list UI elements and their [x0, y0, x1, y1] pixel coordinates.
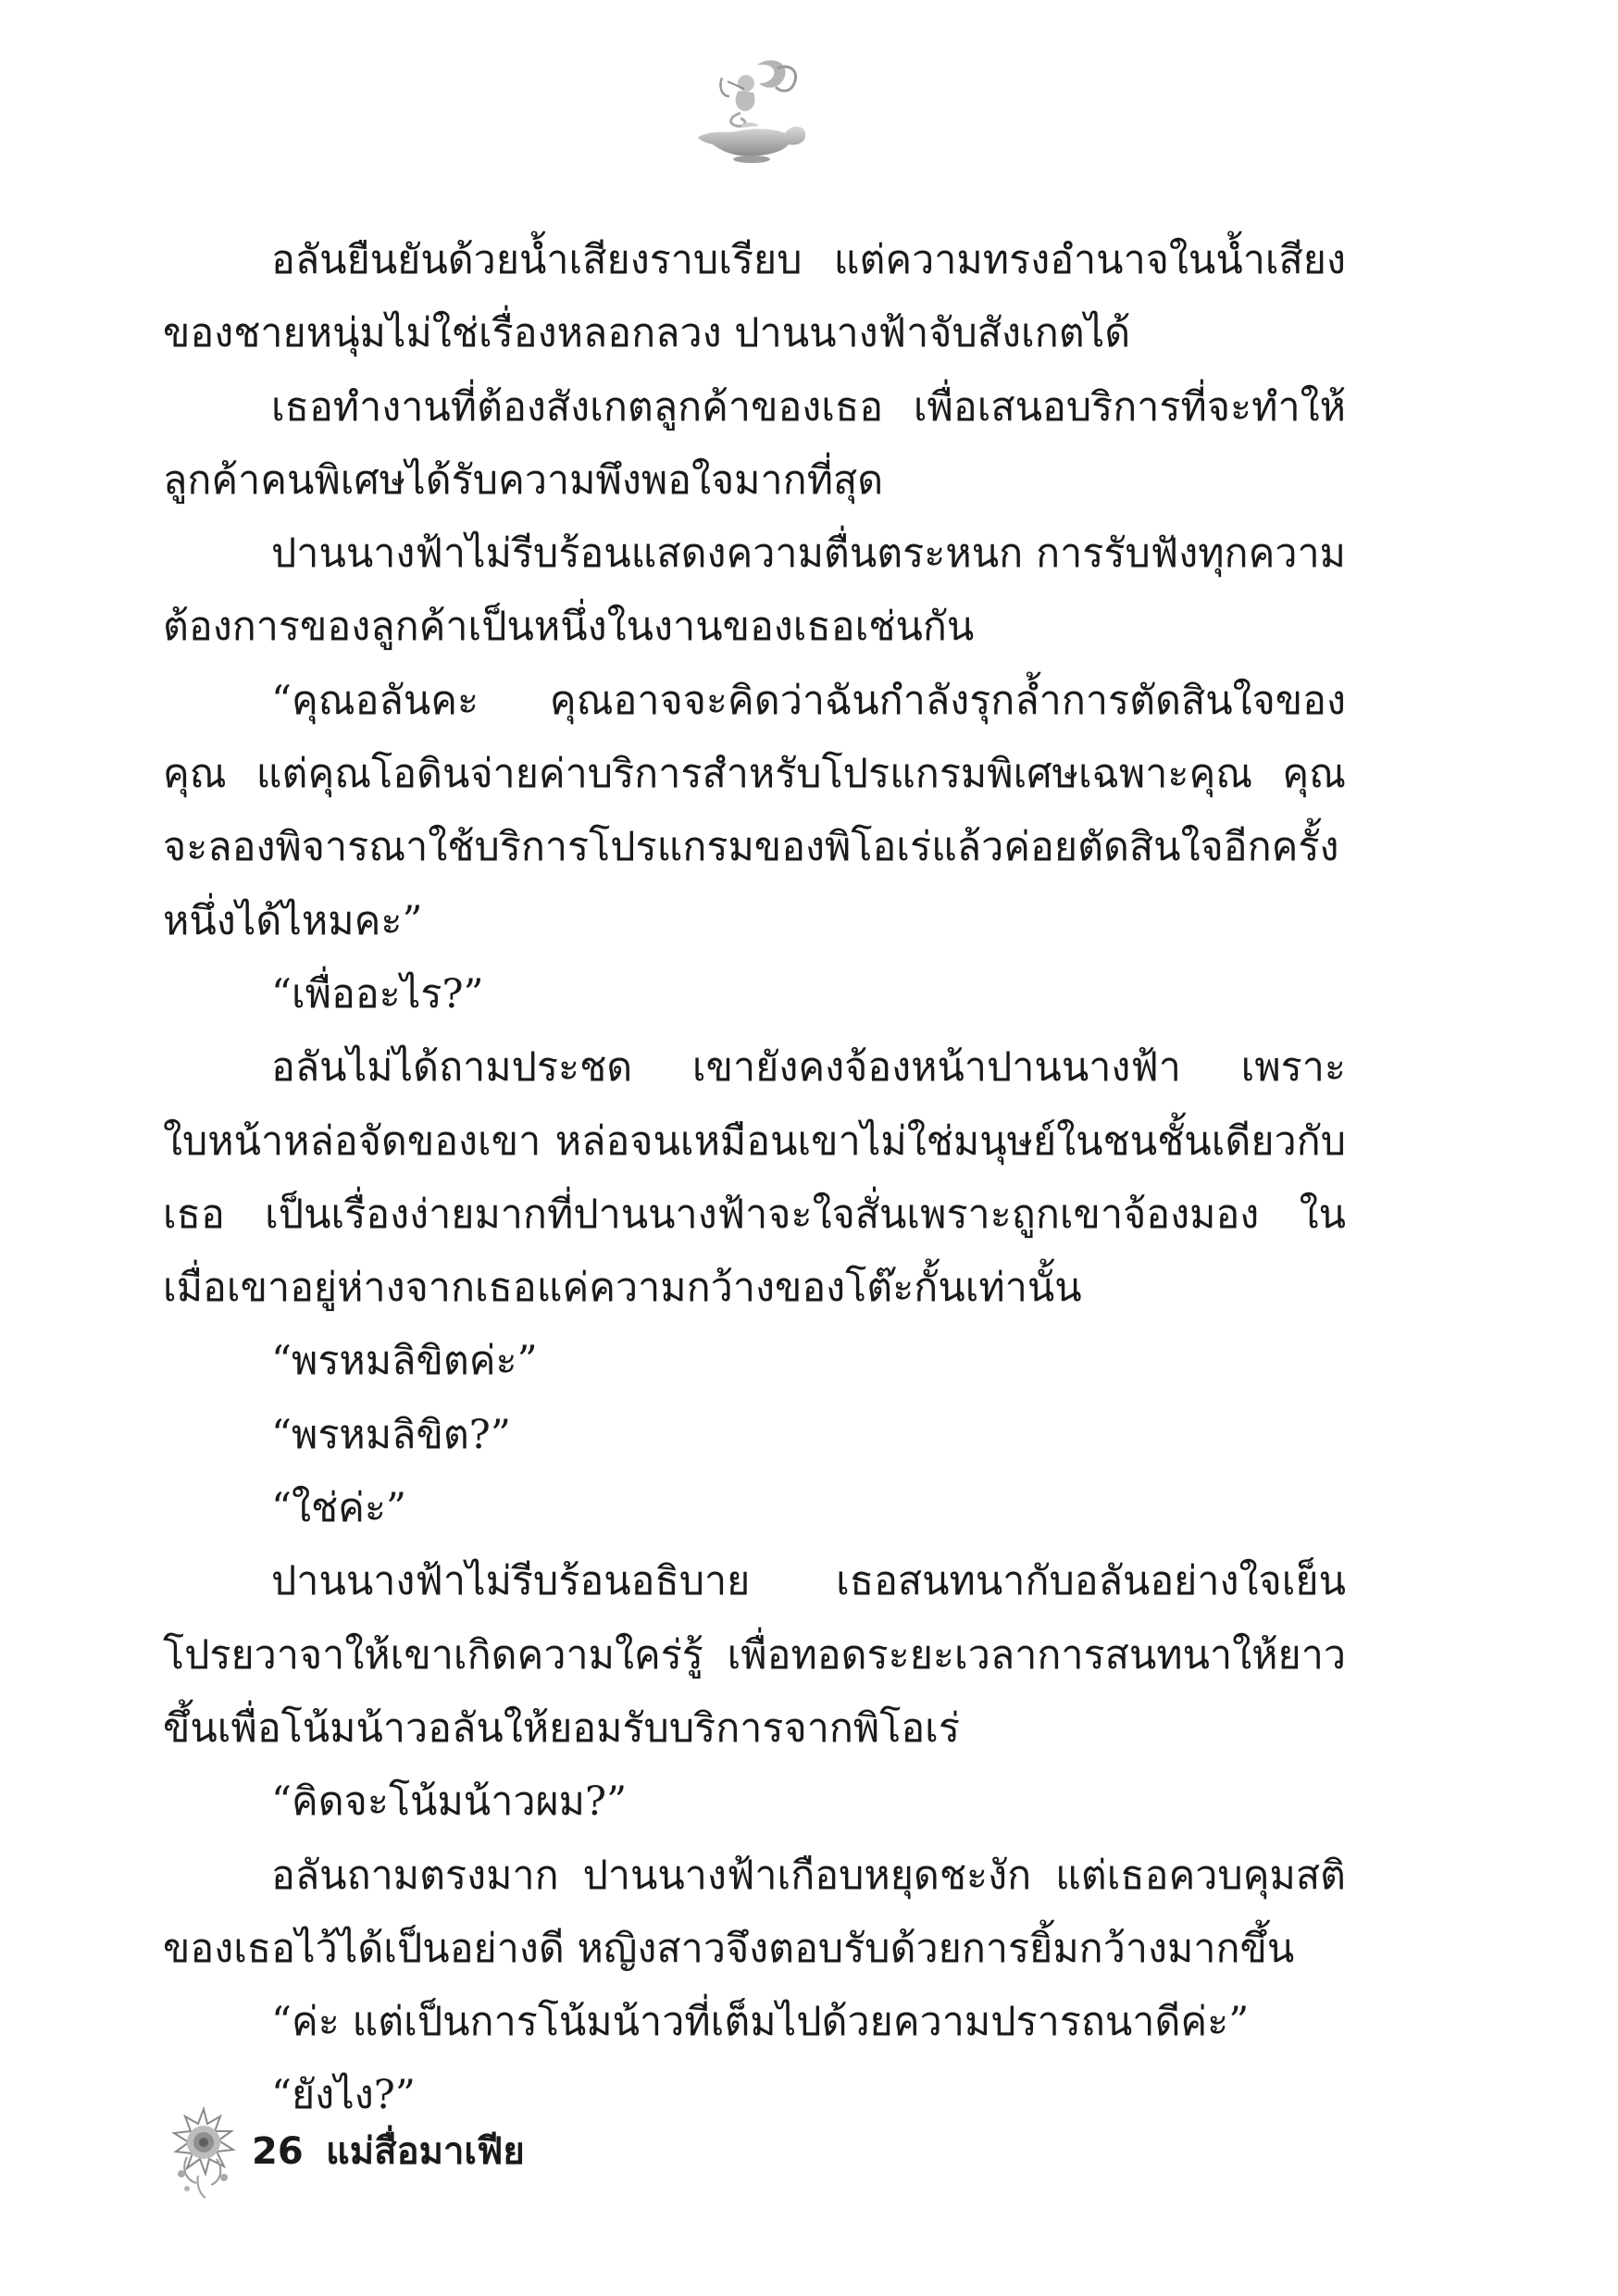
- paragraph: อลันถามตรงมาก ปานนางฟ้าเกือบหยุดชะงัก แต่เธอควบคุมสติของเธอไว้ได้เป็นอย่างดี หญิงสาวจึงตอบรับด้วยการยิ้มกว้างมากขึ้น: [163, 1852, 1346, 1972]
- paragraph: อลันยืนยันด้วยน้ำเสียงราบเรียบ แต่ความทรงอำนาจในน้ำเสียงของชายหนุ่มไม่ใช่เรื่องหลอกลวง ปานนางฟ้าจับสังเกตได้: [163, 237, 1346, 357]
- paragraph: อลันไม่ได้ถามประชด เขายังคงจ้องหน้าปานนางฟ้า เพราะใบหน้าหล่อจัดของเขา หล่อจนเหมือนเขาไม่ใช่มนุษย์ในชนชั้นเดียวกับเธอ เป็นเรื่องง่ายมากที่ปานนางฟ้าจะใจสั่นเพราะถูกเขาจ้องมอง ในเมื่อเขาอยู่ห่างจากเธอแค่ความกว้างของโต๊ะกั้นเท่านั้น: [163, 1044, 1346, 1312]
- paragraph: “ค่ะ แต่เป็นการโน้มน้าวที่เต็มไปด้วยความปรารถนาดีค่ะ”: [271, 1999, 1250, 2046]
- rose-ornament-icon: [159, 2100, 248, 2202]
- lamp-with-cupid-icon: [685, 56, 815, 167]
- book-title: แม่สื่อมาเฟีย: [326, 2130, 525, 2173]
- paragraph: ปานนางฟ้าไม่รีบร้อนแสดงความตื่นตระหนก การรับฟังทุกความต้องการของลูกค้าเป็นหนึ่งในงานของเธอเช่นกัน: [163, 530, 1346, 651]
- paragraph: ปานนางฟ้าไม่รีบร้อนอธิบาย เธอสนทนากับอลันอย่างใจเย็น โปรยวาจาให้เขาเกิดความใคร่รู้ เพื่อทอดระยะเวลาการสนทนาให้ยาวขึ้นเพื่อโน้มน้าวอลันให้ยอมรับบริการจากพิโอเร่: [163, 1558, 1346, 1752]
- paragraph: “พรหมลิขิตค่ะ”: [271, 1338, 538, 1385]
- paragraph: “ยังไง?”: [271, 2072, 416, 2119]
- paragraph: “คุณอลันคะ คุณอาจจะคิดว่าฉันกำลังรุกล้ำการตัดสินใจของคุณ แต่คุณโอดินจ่ายค่าบริการสำหรับโปรแกรมพิเศษเฉพาะคุณ คุณจะลองพิจารณาใช้บริการโปรแกรมของพิโอเร่แล้วค่อยตัดสินใจอีกครั้งหนึ่งได้ไหมคะ”: [163, 677, 1346, 944]
- paragraph: “พรหมลิขิต?”: [271, 1411, 511, 1458]
- paragraph: “ใช่ค่ะ”: [271, 1485, 407, 1532]
- paragraph: เธอทำงานที่ต้องสังเกตลูกค้าของเธอ เพื่อเสนอบริการที่จะทำให้ลูกค้าคนพิเศษได้รับความพึงพอใจมากที่สุด: [163, 383, 1346, 504]
- paragraph: “เพื่ออะไร?”: [271, 970, 484, 1017]
- page-number: 26: [252, 2130, 304, 2173]
- page-footer: [159, 2100, 678, 2202]
- body-text: [163, 224, 1346, 2133]
- paragraph: “คิดจะโน้มน้าวผม?”: [271, 1778, 628, 1826]
